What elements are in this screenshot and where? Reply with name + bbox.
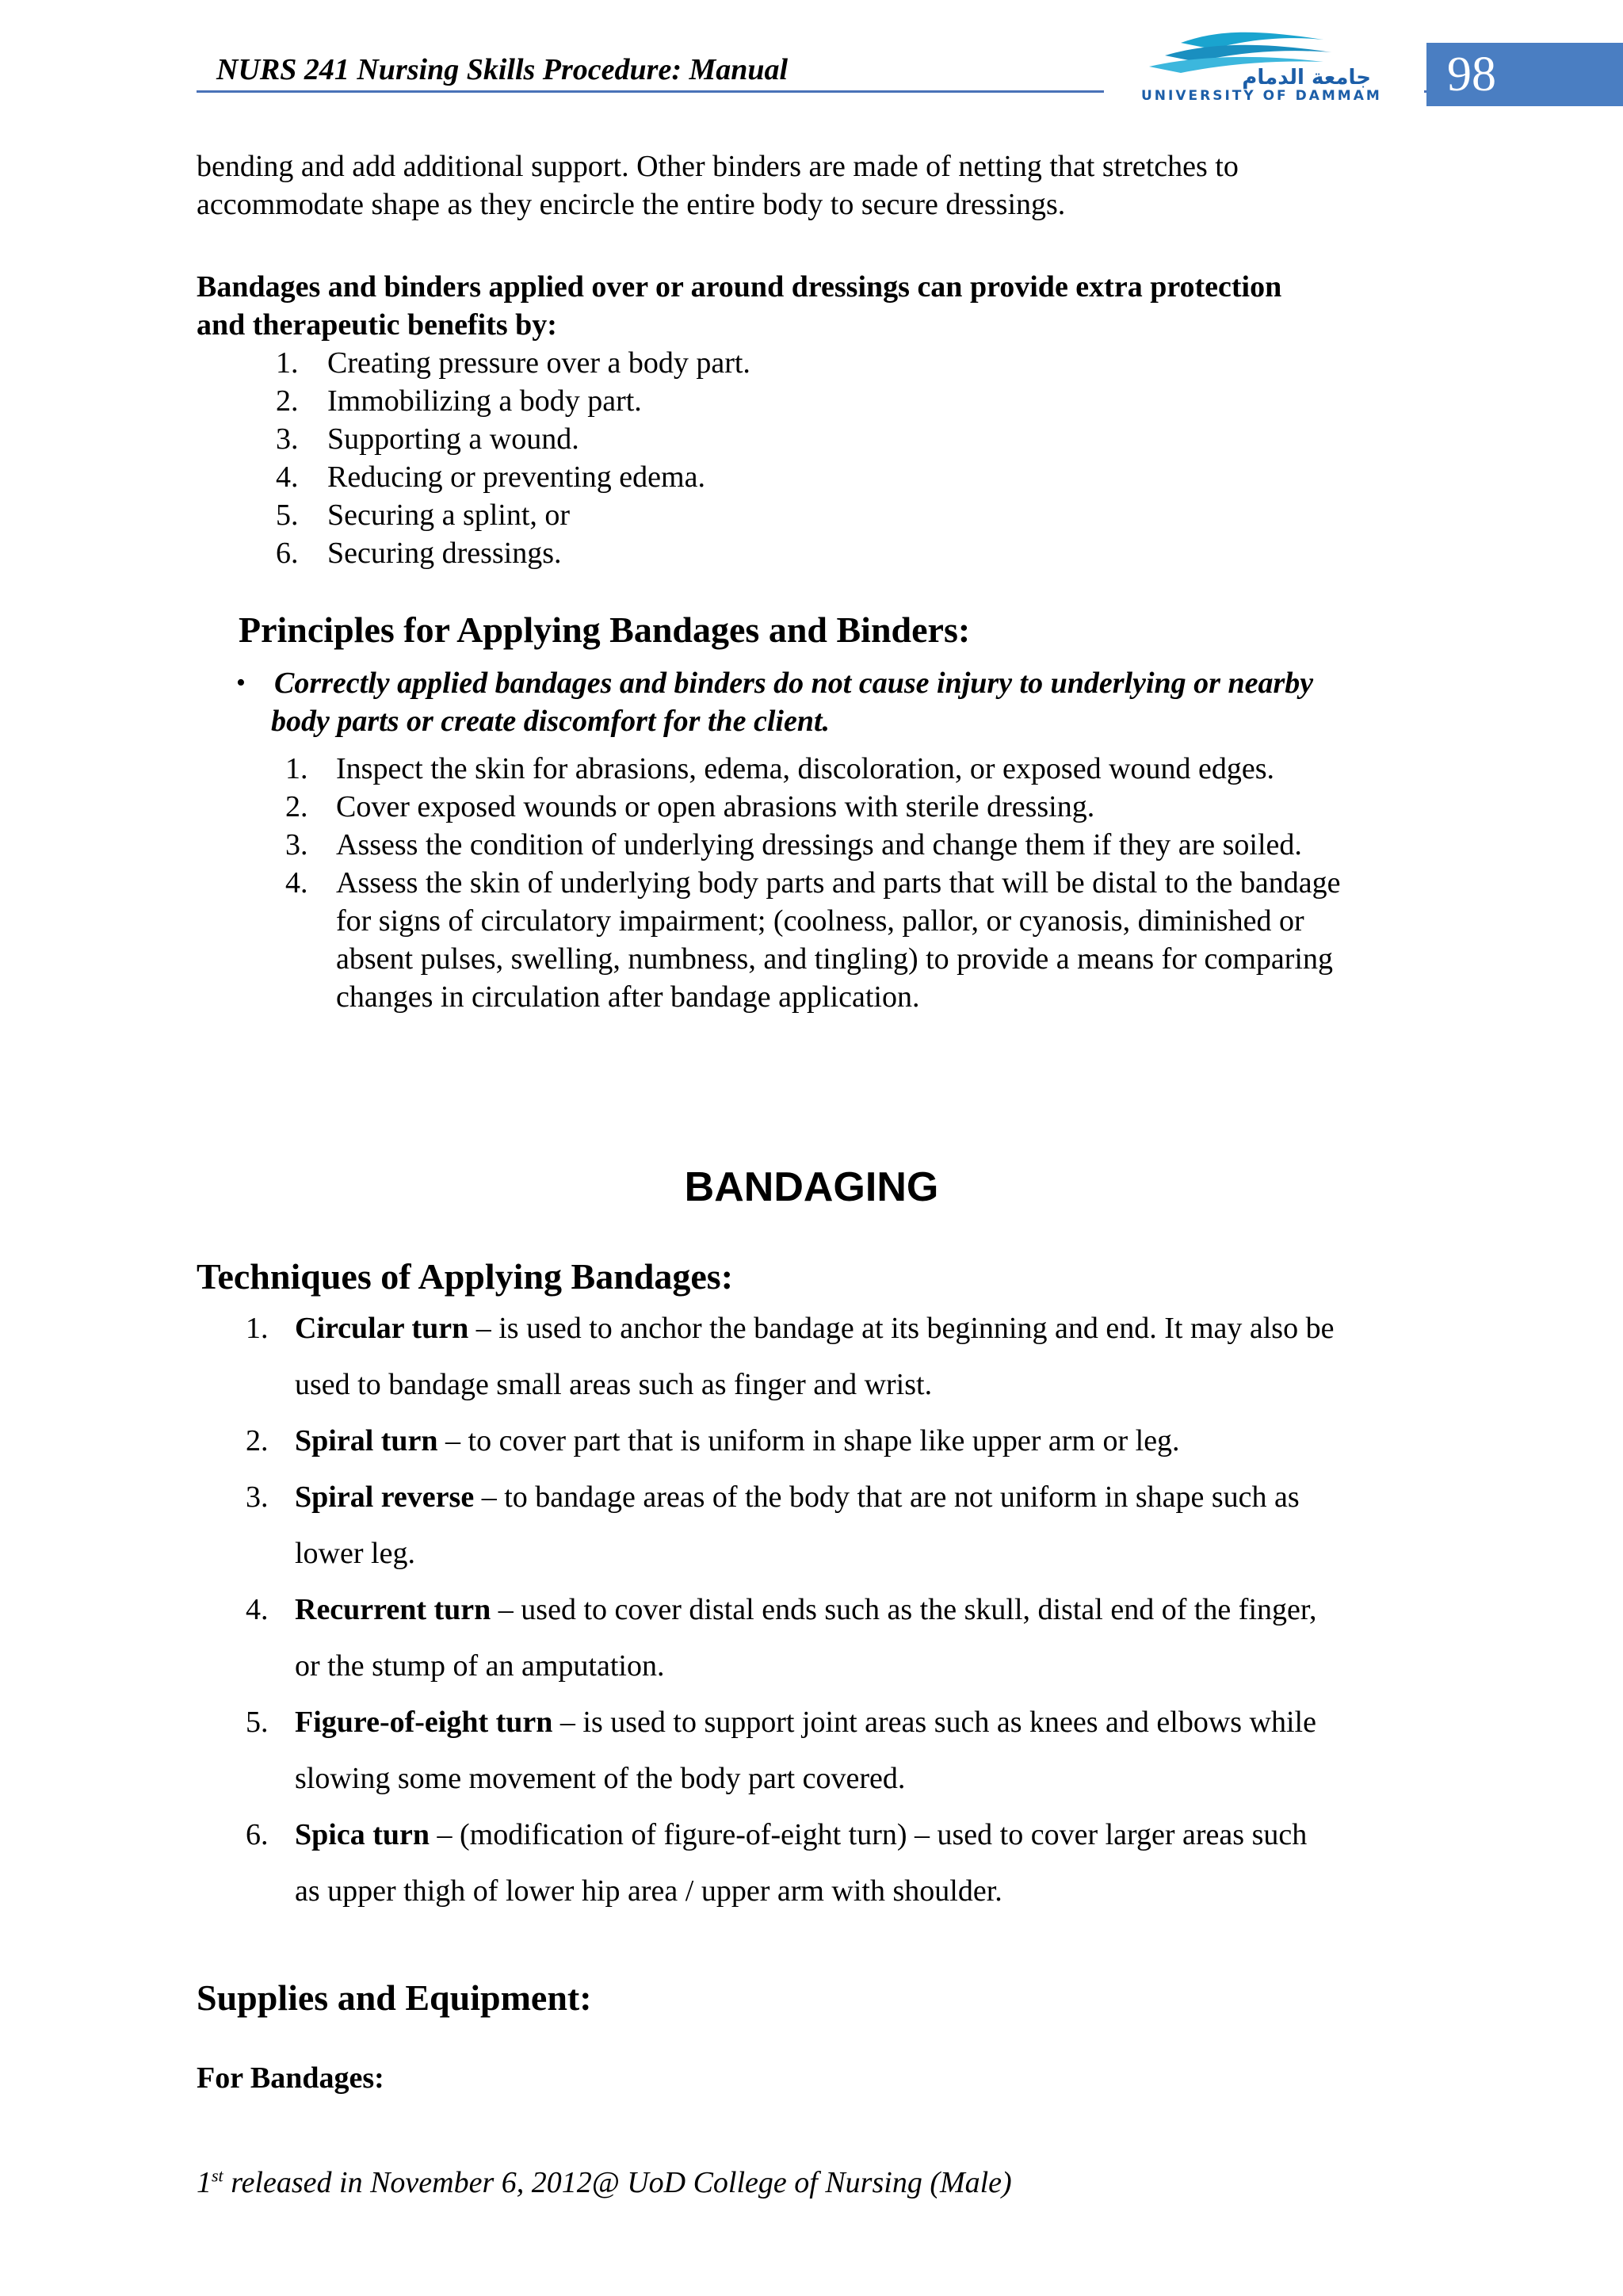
list-item-number: 3. xyxy=(246,1480,269,1514)
list-item xyxy=(295,1703,1316,1741)
list-item-continuation: absent pulses, swelling, numbness, and tingling) to provide a means for comparing xyxy=(336,942,1333,976)
section-title: BANDAGING xyxy=(684,1164,939,1210)
list-item-number: 4. xyxy=(276,460,299,494)
header-title: NURS 241 Nursing Skills Procedure: Manual xyxy=(216,53,789,86)
list-item-number: 5. xyxy=(246,1706,269,1739)
technique-term: Circular turn xyxy=(295,1312,469,1345)
list-item: Reducing or preventing edema. xyxy=(327,460,705,494)
list-item xyxy=(295,1422,1180,1460)
techniques-heading: Techniques of Applying Bandages: xyxy=(197,1256,734,1297)
list-item: Assess the condition of underlying dressings and change them if they are soiled. xyxy=(336,828,1302,861)
list-item: Supporting a wound. xyxy=(327,422,579,456)
list-item-number: 3. xyxy=(285,828,308,861)
list-item-continuation: for signs of circulatory impairment; (coolness, pallor, or cyanosis, diminished or xyxy=(336,904,1304,938)
footer xyxy=(197,2165,1012,2200)
principles-bullet-line-1: Correctly applied bandages and binders do not cause injury to underlying or nearby xyxy=(274,667,1314,700)
principles-heading: Principles for Applying Bandages and Binders: xyxy=(239,609,971,650)
list-item xyxy=(295,1309,1334,1347)
list-item-continuation: as upper thigh of lower hip area / upper arm with shoulder. xyxy=(295,1874,1002,1908)
list-item-number: 4. xyxy=(285,866,308,900)
bullet-icon: • xyxy=(236,668,246,697)
technique-term: Spiral turn xyxy=(295,1424,438,1457)
list-item-continuation: slowing some movement of the body part covered. xyxy=(295,1762,906,1795)
list-item-number: 1. xyxy=(285,752,308,785)
list-item xyxy=(295,1478,1300,1516)
technique-term: Recurrent turn xyxy=(295,1593,491,1626)
logo-english: UNIVERSITY OF DAMMAM xyxy=(1141,88,1382,104)
benefits-heading-line-1: Bandages and binders applied over or around dressings can provide extra protection xyxy=(197,270,1282,304)
logo-arabic: جامعة الدمام xyxy=(1242,66,1371,90)
list-item-number: 6. xyxy=(276,537,299,570)
for-bandages-heading: For Bandages: xyxy=(197,2061,384,2095)
list-item: Inspect the skin for abrasions, edema, discoloration, or exposed wound edges. xyxy=(336,752,1275,785)
list-item: Immobilizing a body part. xyxy=(327,384,642,418)
list-item-number: 2. xyxy=(246,1424,269,1457)
footer-prefix: 1 xyxy=(197,2166,212,2199)
benefits-heading-line-2: and therapeutic benefits by: xyxy=(197,308,557,342)
list-item-number: 6. xyxy=(246,1818,269,1851)
list-item-number: 1. xyxy=(276,346,299,380)
list-item-number: 5. xyxy=(276,499,299,532)
header-rule xyxy=(197,90,1104,93)
principles-bullet-line-2: body parts or create discomfort for the client. xyxy=(271,705,831,738)
footer-superscript: st xyxy=(212,2165,223,2186)
technique-description: – to cover part that is uniform in shape like upper arm or leg. xyxy=(437,1424,1180,1457)
list-item: Assess the skin of underlying body parts and parts that will be distal to the bandage xyxy=(336,866,1341,900)
list-item: Securing a splint, or xyxy=(327,499,571,532)
technique-term: Spiral reverse xyxy=(295,1480,475,1514)
technique-description: – (modification of figure-of-eight turn) – used to cover larger areas such xyxy=(429,1818,1308,1851)
list-item xyxy=(295,1591,1317,1629)
intro-line-1: bending and add additional support. Other binders are made of netting that stretches to xyxy=(197,150,1239,183)
technique-description: – used to cover distal ends such as the skull, distal end of the finger, xyxy=(491,1593,1317,1626)
list-item-number: 3. xyxy=(276,422,299,456)
technique-term: Figure-of-eight turn xyxy=(295,1706,553,1739)
technique-description: – to bandage areas of the body that are not uniform in shape such as xyxy=(474,1480,1300,1514)
wave-icon xyxy=(1133,29,1395,105)
university-logo xyxy=(1133,29,1395,105)
technique-description: – is used to support joint areas such as knees and elbows while xyxy=(552,1706,1316,1739)
footer-text: released in November 6, 2012@ UoD College of Nursing (Male) xyxy=(223,2166,1012,2199)
list-item-number: 2. xyxy=(276,384,299,418)
technique-description: – is used to anchor the bandage at its beginning and end. It may also be xyxy=(468,1312,1335,1345)
list-item-continuation: lower leg. xyxy=(295,1537,415,1570)
list-item-number: 1. xyxy=(246,1312,269,1345)
page-number: 98 xyxy=(1447,48,1496,101)
list-item-continuation: used to bandage small areas such as finger and wrist. xyxy=(295,1368,933,1401)
list-item-number: 2. xyxy=(285,790,308,823)
list-item: Securing dressings. xyxy=(327,537,562,570)
supplies-heading: Supplies and Equipment: xyxy=(197,1977,592,2018)
list-item-continuation: changes in circulation after bandage application. xyxy=(336,980,920,1014)
list-item-continuation: or the stump of an amputation. xyxy=(295,1649,665,1683)
technique-term: Spica turn xyxy=(295,1818,430,1851)
list-item: Creating pressure over a body part. xyxy=(327,346,750,380)
list-item: Cover exposed wounds or open abrasions with sterile dressing. xyxy=(336,790,1095,823)
list-item xyxy=(295,1816,1307,1854)
list-item-number: 4. xyxy=(246,1593,269,1626)
intro-line-2: accommodate shape as they encircle the entire body to secure dressings. xyxy=(197,188,1066,221)
